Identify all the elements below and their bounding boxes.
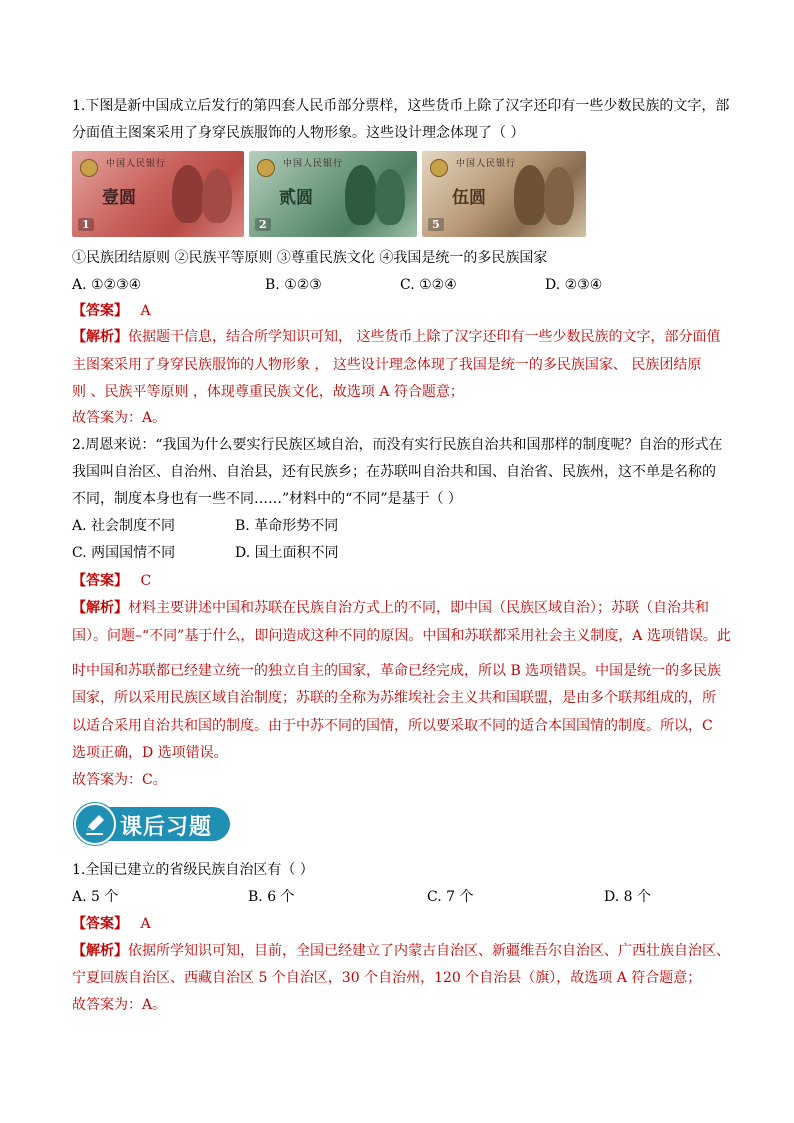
analysis-label: 【解析】 <box>72 329 128 345</box>
hw1-analysis-line2: 宁夏回族自治区、西藏自治区 5 个自治区，30 个自治州，120 个自治县（旗），故选项 A 符合题意； <box>72 970 702 986</box>
portrait-figure <box>202 169 232 223</box>
hw1-analysis-line1 <box>72 941 730 961</box>
portrait-figure <box>172 165 204 223</box>
banknote-value: 贰圆 <box>279 188 313 208</box>
analysis-text: 依据题干信息，结合所学知识可知， 这些货币上除了汉字还印有一些少数民族的文字，部分面值 <box>128 329 721 345</box>
banknote-numeral: 1 <box>78 218 94 231</box>
banknote-header: 中国人民银行 <box>456 159 517 169</box>
answer-label: 【答案】 <box>72 573 128 589</box>
q1-stem-line1: 1.下图是新中国成立后发行的第四套人民币部分票样，这些货币上除了汉字还印有一些少数民族的文字，部 <box>72 98 730 114</box>
analysis-label: 【解析】 <box>72 943 128 959</box>
hw1-option-b: B. 6 个 <box>248 889 295 905</box>
q2-analysis-line6: 选项正确，D 选项错误。 <box>72 745 228 761</box>
q2-answer <box>72 571 151 591</box>
banknote-5-yuan-image <box>422 151 586 237</box>
q1-option-a: A. ①②③④ <box>72 277 142 293</box>
q1-option-b: B. ①②③ <box>265 277 322 293</box>
portrait-figure <box>514 165 546 225</box>
q2-stem-line2: 我国叫自治区、自治州、自治县，还有民族乡；在苏联叫自治共和国、自治省、民族州，这不单是名称的 <box>72 464 716 480</box>
answer-value: C <box>140 573 152 589</box>
answer-label: 【答案】 <box>72 303 128 319</box>
hw1-option-a: A. 5 个 <box>72 889 119 905</box>
q1-option-c: C. ①②④ <box>400 277 457 293</box>
hw1-option-d: D. 8 个 <box>604 889 651 905</box>
banknote-header: 中国人民银行 <box>283 159 344 169</box>
q2-option-d: D. 国土面积不同 <box>235 545 339 561</box>
q1-conclusion: 故答案为：A。 <box>72 410 167 426</box>
portrait-figure <box>375 169 405 225</box>
hw1-option-c: C. 7 个 <box>427 889 474 905</box>
section-title: 课后习题 <box>120 815 213 840</box>
q2-conclusion: 故答案为：C。 <box>72 772 167 788</box>
q2-option-c: C. 两国国情不同 <box>72 545 176 561</box>
analysis-text: 依据所学知识可知，目前，全国已经建立了内蒙古自治区、新疆维吾尔自治区、广西壮族自治区、 <box>128 943 730 959</box>
q2-analysis-line3: 时中国和苏联都已经建立统一的独立自主的国家，革命已经完成，所以 B 选项错误。中国是统一的多民族 <box>72 663 722 679</box>
national-emblem-icon <box>257 159 275 177</box>
national-emblem-icon <box>80 159 98 177</box>
q1-statement-items: ①民族团结原则 ②民族平等原则 ③尊重民族文化 ④我国是统一的多民族国家 <box>72 250 548 266</box>
portrait-figure <box>544 167 574 225</box>
analysis-label: 【解析】 <box>72 600 128 616</box>
q2-stem-line3: 不同，制度本身也有一些不同……”材料中的“不同”是基于（ ） <box>72 491 462 507</box>
q1-option-d: D. ②③④ <box>545 277 603 293</box>
banknote-value: 壹圆 <box>102 188 136 208</box>
analysis-text: 材料主要讲述中国和苏联在民族自治方式上的不同，即中国（民族区域自治）；苏联（自治共和 <box>128 600 709 616</box>
pencil-icon <box>74 803 116 845</box>
banknote-value: 伍圆 <box>452 188 486 208</box>
q1-analysis-line3: 则 、民族平等原则 ，体现尊重民族文化，故选项 A 符合题意； <box>72 384 464 400</box>
q2-analysis-line4: 国家，所以采用民族区域自治制度；苏联的全称为苏维埃社会主义共和国联盟，是由多个联邦组成的，所 <box>72 690 716 706</box>
q2-analysis-line2: 国）。问题–“不同”基于什么，即问造成这种不同的原因。中国和苏联都采用社会主义制度，A 选项错误。此 <box>72 628 731 644</box>
banknote-1-yuan-image <box>72 151 244 237</box>
banknote-numeral: 5 <box>428 218 444 231</box>
q1-analysis-line2: 主图案采用了身穿民族服饰的人物形象 ， 这些设计理念体现了我国是统一的多民族国家、 民族团结原 <box>72 357 702 373</box>
hw1-conclusion: 故答案为：A。 <box>72 997 167 1013</box>
national-emblem-icon <box>430 159 448 177</box>
banknote-2-yuan-image <box>249 151 417 237</box>
hw1-answer <box>72 914 151 934</box>
answer-label: 【答案】 <box>72 916 128 932</box>
q2-option-b: B. 革命形势不同 <box>235 518 339 534</box>
q2-analysis-line5: 以适合采用自治共和国的制度。由于中苏不同的国情，所以要采取不同的适合本国国情的制度。所以，C <box>72 718 713 734</box>
portrait-figure <box>345 165 377 225</box>
hw1-stem: 1.全国已建立的省级民族自治区有（ ） <box>72 862 314 878</box>
banknote-numeral: 2 <box>255 218 271 231</box>
q2-option-a: A. 社会制度不同 <box>72 518 176 534</box>
q2-analysis-line1 <box>72 598 709 618</box>
q2-stem-line1: 2.周恩来说：“我国为什么要实行民族区域自治，而没有实行民族自治共和国那样的制度呢？自治的形式在 <box>72 437 723 453</box>
q1-answer <box>72 301 151 321</box>
answer-value: A <box>140 916 151 932</box>
section-banner <box>74 803 230 843</box>
q1-analysis-line1 <box>72 327 720 347</box>
banknote-header: 中国人民银行 <box>106 159 167 169</box>
answer-value: A <box>140 303 151 319</box>
q1-stem-line2: 分面值主图案采用了身穿民族服饰的人物形象。这些设计理念体现了（ ） <box>72 125 525 141</box>
